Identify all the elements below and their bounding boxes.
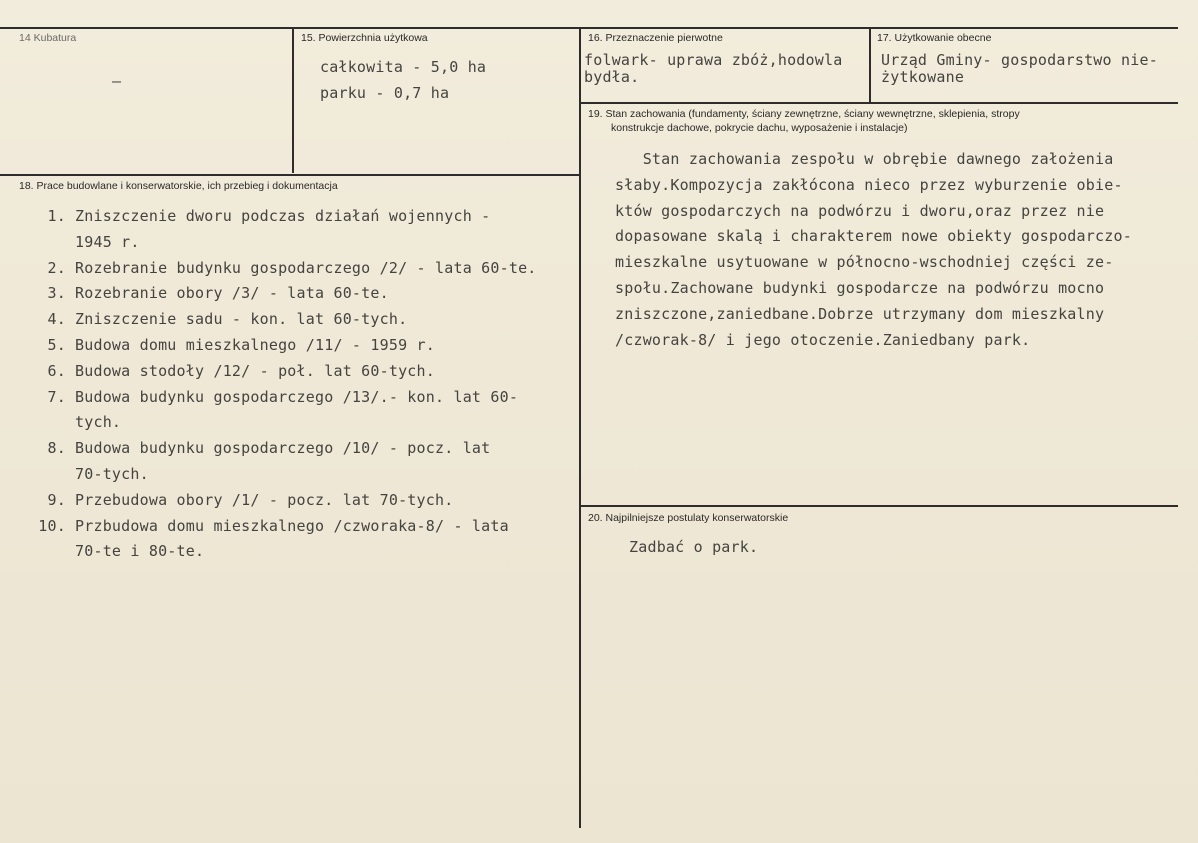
stan-line: społu.Zachowane budynki gospodarcze na podwórzu mocno <box>615 278 1105 297</box>
stan-line: mieszkalne usytuowane w północno-wschodniej części ze- <box>615 253 1114 272</box>
divider-14-15 <box>292 28 294 173</box>
prace-label: 18. Prace budowlane i konserwatorskie, ich przebieg i dokumentacja <box>19 180 338 192</box>
top-rule <box>0 27 1178 29</box>
rule-above-20 <box>580 505 1178 507</box>
stan-label-line-1: 19. Stan zachowania (fundamenty, ściany zewnętrzne, ściany wewnętrzne, sklepienia, stropy <box>588 108 1020 120</box>
stan-line: słaby.Kompozycja zakłócona nieco przez wyburzenie obie- <box>615 175 1123 194</box>
powierzchnia-line-1: całkowita - 5,0 ha <box>320 58 487 76</box>
przeznaczenie-line-1: folwark- uprawa zbóż,hodowla <box>584 51 843 69</box>
przeznaczenie-line-2: bydła. <box>584 68 640 86</box>
stan-line: Stan zachowania zespołu w obrębie dawnego założenia <box>615 150 1114 168</box>
stan-line: któw gospodarczych na podwórzu i dworu,oraz przez nie <box>615 201 1105 220</box>
postulaty-value: Zadbać o park. <box>629 538 759 556</box>
stan-line: dopasowane skalą i charakterem nowe obiekty gospodarczo- <box>615 227 1132 246</box>
kubatura-label: 14 Kubatura <box>19 32 77 44</box>
stan-paragraph <box>615 150 1132 356</box>
stan-line: zniszczone,zaniedbane.Dobrze utrzymany dom mieszkalny <box>615 304 1105 323</box>
powierzchnia-line-2: parku - 0,7 ha <box>320 84 450 102</box>
przeznaczenie-label: 16. Przeznaczenie pierwotne <box>588 32 723 44</box>
stan-label-line-2: konstrukcje dachowe, pokrycie dachu, wyposażenie i instalacje) <box>611 122 908 134</box>
record-card: 14 Kubatura – 15. Powierzchnia użytkowa całkowita - 5,0 ha parku - 0,7 ha 16. Przeznaczenie pierwotne folwark- uprawa zbóż,hodowla bydła. 17. Użytkowanie obecne Urząd Gminy- gospodarstwo nie- żytkowane 18. Prace budowlane i konserwatorskie, ich przebieg i dokumentacja 1. Zniszczenie dworu podczas działań wojennych - 1945 r. 2. Rozebranie budynku gospodarczego /2/ - lata 60-te. 3. Rozebranie obory /3/ - lata 60-te. 4. Zniszczenie sadu - kon. lat 60-tych. 5. Budowa domu mieszkalnego /11/ - 1959 r. 6. Budowa stodoły /12/ - poł. lat 60-tych. 7. Budowa budynku gospodarczego /13/.- kon. lat 60- tych. 8. Budowa budynku gospodarczego /10/ - pocz. lat 70-tych. 9. Przebudowa obory /1/ - pocz. lat 70-tych. 10. Przbudowa domu mieszkalnego /czworaka-8/ - lata 70-te i 80-te. 19. Stan zachowania (fundamenty, ściany zewnętrzne, ściany wewnętrzne, sklepienia, stropy konstrukcje dachowe, pokrycie dachu, wyposażenie i instalacje) Stan zachowania zespołu w obrębie dawnego założenia słaby.Kompozycja zakłócona nieco przez wyburzenie obie- któw gospodarczych na podwórzu i dworu,oraz przez nie dopasowane skalą i charakterem nowe obiekty gospodarczo- mieszkalne usytuowane w północno-wschodniej części ze- społu.Zachowane budynki gospodarcze na podwórzu mocno zniszczone,zaniedbane.Dobrze utrzymany dom mieszkalny /czworak-8/ i jego otoczenie.Zaniedbany park. 20. Najpilniejsze postulaty konserwatorskie Zadbać o park. <box>0 0 1198 843</box>
powierzchnia-label: 15. Powierzchnia użytkowa <box>301 32 428 44</box>
kubatura-value: – <box>112 72 122 90</box>
postulaty-label: 20. Najpilniejsze postulaty konserwatorskie <box>588 512 789 524</box>
stan-line: /czworak-8/ i jego otoczenie.Zaniedbany park. <box>615 330 1031 349</box>
rule-above-19 <box>580 102 1178 104</box>
main-vertical-divider <box>579 28 581 828</box>
rule-above-18 <box>0 174 580 176</box>
uzytkowanie-line-1: Urząd Gminy- gospodarstwo nie- <box>881 51 1158 69</box>
uzytkowanie-label: 17. Użytkowanie obecne <box>877 32 992 44</box>
divider-16-17 <box>869 28 871 102</box>
uzytkowanie-line-2: żytkowane <box>881 68 965 86</box>
